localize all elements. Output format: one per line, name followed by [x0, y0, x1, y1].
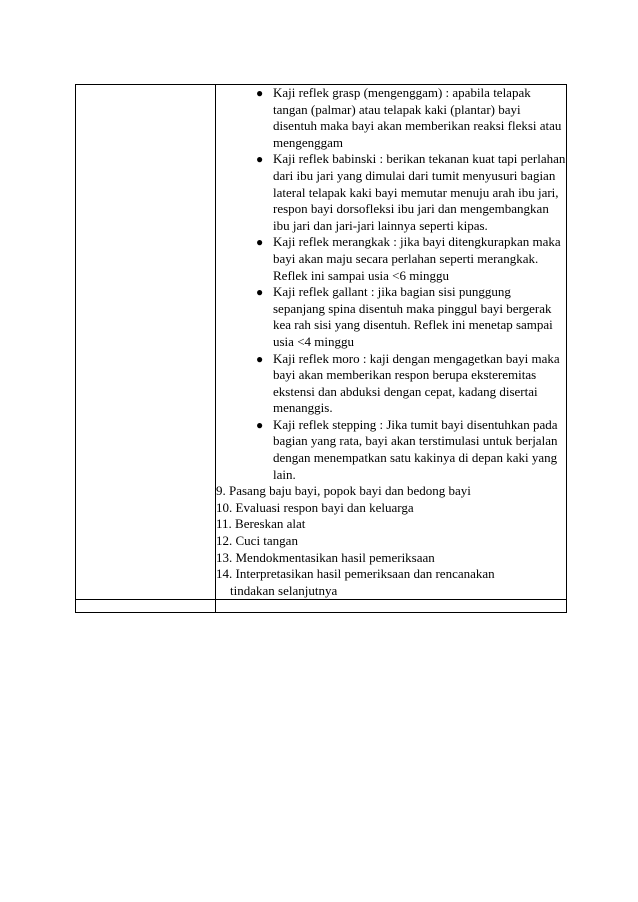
- reflex-item-merangkak: [256, 234, 566, 284]
- table-cell-left: [76, 600, 216, 613]
- reflex-list: [216, 85, 566, 483]
- table-row: [76, 85, 567, 600]
- bullet-icon: ●: [256, 285, 264, 300]
- step-continuation: tindakan selanjutnya: [230, 582, 338, 598]
- step-list: [216, 483, 566, 599]
- reflex-item-moro: [256, 350, 566, 417]
- bullet-icon: ●: [256, 235, 264, 250]
- step-item: 11. Bereskan alat: [216, 516, 306, 532]
- step-text: 14. Interpretasikan hasil pemeriksaan dan rencanakan: [216, 566, 495, 582]
- bullet-icon: ●: [256, 86, 264, 100]
- reflex-item-stepping: [256, 416, 566, 483]
- reflex-text: Kaji reflek stepping : Jika tumit bayi disentuhkan pada bagian yang rata, bayi akan terstimulasi untuk berjalan dengan menempatkan satu kakinya di depan kaki yang lain.: [273, 416, 558, 482]
- step-item: 13. Mendokmentasikan hasil pemeriksaan: [216, 549, 435, 565]
- step-item: 10. Evaluasi respon bayi dan keluarga: [216, 499, 414, 515]
- table-cell-right: [216, 85, 567, 600]
- step-item: 9. Pasang baju bayi, popok bayi dan bedong bayi: [216, 483, 471, 499]
- bullet-icon: ●: [256, 152, 264, 167]
- reflex-text: Kaji reflek moro : kaji dengan mengagetkan bayi maka bayi akan memberikan respon berupa eksteremitas ekstensi dan abduksi dengan cepat, kadang disertai menanggis.: [273, 350, 560, 416]
- table-row-empty: [76, 600, 567, 613]
- reflex-text: Kaji reflek grasp (mengenggam) : apabila telapak tangan (palmar) atau telapak kaki (plantar) bayi disentuh maka bayi akan memberikan reaksi fleksi atau mengenggam: [273, 85, 562, 150]
- bullet-icon: ●: [256, 351, 264, 366]
- reflex-text: Kaji reflek merangkak : jika bayi ditengkurapkan maka bayi akan maju secara perlahan seperti merangkak. Reflek ini sampai usia <6 minggu: [273, 234, 561, 283]
- table-cell-left: [76, 85, 216, 600]
- bullet-icon: ●: [256, 417, 264, 432]
- reflex-text: Kaji reflek gallant : jika bagian sisi punggung sepanjang spina disentuh maka pinggul bayi bergerak kea rah sisi yang disentuh. Reflek ini menetap sampai usia <4 minggu: [273, 284, 553, 349]
- reflex-item-babinski: [256, 151, 566, 234]
- reflex-text: Kaji reflek babinski : berikan tekanan kuat tapi perlahan dari ibu jari yang dimulai dari tumit menyusuri bagian lateral telapak kaki bayi memutar menuju arah ibu jari, respon bayi dorsofleksi ibu jari dan mengembangkan ibu jari dan jari-jari lainnya seperti kipas.: [273, 151, 566, 233]
- step-item: 12. Cuci tangan: [216, 533, 298, 549]
- reflex-item-gallant: [256, 284, 566, 350]
- reflex-item-grasp: [256, 85, 566, 151]
- step-item: [216, 566, 566, 599]
- table-cell-right: [216, 600, 567, 613]
- procedure-table: [75, 84, 567, 613]
